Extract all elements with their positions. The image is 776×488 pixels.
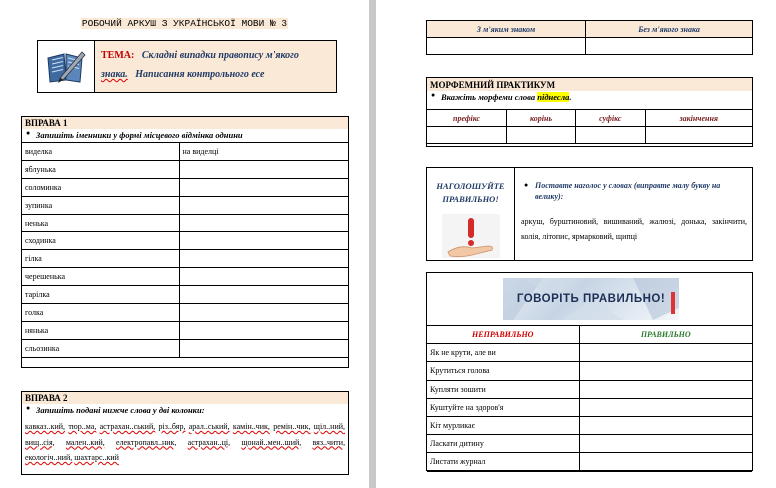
morph-word: піднесла	[537, 92, 570, 102]
word-item: тюр..ма,	[68, 422, 97, 431]
table-row	[427, 398, 752, 416]
answer-cell[interactable]	[179, 268, 348, 286]
word-item: різ..бяр,	[158, 422, 186, 431]
wrong-phrase: Куштуйте на здоров'я	[427, 398, 579, 416]
correct-answer-cell[interactable]	[579, 435, 752, 453]
theme-text	[95, 41, 336, 92]
word-item: шахтарс..кий	[74, 453, 119, 462]
morph-answer-ending[interactable]	[645, 127, 752, 144]
word-item: камін..чик,	[232, 422, 270, 431]
answer-cell-with[interactable]	[427, 38, 586, 55]
table-row	[427, 435, 752, 453]
morph-task	[427, 91, 752, 104]
word-item: астрахан..ці,	[187, 437, 231, 447]
noun-cell: сходинка	[22, 232, 179, 250]
wrong-phrase: Ласкати дитину	[427, 435, 579, 453]
noun-cell: сльозинка	[22, 339, 179, 357]
exercise-2	[21, 391, 349, 475]
answer-cell[interactable]	[179, 214, 348, 232]
notebook-pen-icon	[38, 41, 95, 92]
morph-col-suffix: суфікс	[576, 110, 645, 127]
theme-title-part1: Складні випадки правопису м'якого	[141, 50, 299, 61]
exercise-2-words	[22, 417, 348, 468]
word-item: вяз..чити,	[312, 437, 346, 447]
noun-cell: тарілка	[22, 286, 179, 304]
word-item: кавказ..кий,	[25, 422, 66, 431]
correct-answer-cell[interactable]	[579, 416, 752, 434]
morph-answer-root[interactable]	[507, 127, 576, 144]
stress-sidebar	[427, 168, 515, 260]
morph-task-text: Вкажіть морфеми слова	[441, 92, 536, 102]
speak-banner-text: ГОВОРІТЬ ПРАВИЛЬНО!	[516, 293, 666, 305]
answer-cell[interactable]	[179, 160, 348, 178]
table-row	[22, 286, 348, 304]
noun-cell: ненька	[22, 214, 179, 232]
word-item: електропавл..ник,	[116, 437, 177, 447]
word-item: вищ..сія,	[25, 437, 55, 447]
theme-title-part3: Написання контрольного есе	[135, 69, 265, 80]
theme-box	[37, 40, 337, 93]
correct-answer-cell[interactable]	[579, 380, 752, 398]
col-right: ПРАВИЛЬНО	[579, 326, 752, 344]
answer-cell[interactable]	[179, 321, 348, 339]
answer-cell[interactable]	[179, 250, 348, 268]
word-item: ремін..чик,	[273, 422, 311, 431]
speak-table	[427, 325, 752, 472]
correct-answer-cell[interactable]	[579, 362, 752, 380]
table-row	[22, 304, 348, 322]
exercise-2-task: ● Запишіть подані нижче слова у дві колонки:	[22, 404, 348, 417]
table-row	[22, 160, 348, 178]
speak-banner	[503, 278, 679, 320]
exercise-1-table	[22, 142, 348, 358]
stress-title: НАГОЛОШУЙТЕ ПРАВИЛЬНО!	[436, 181, 505, 204]
noun-cell: гілка	[22, 250, 179, 268]
wrong-phrase: Як не крути, але ви	[427, 344, 579, 362]
morph-answer-suffix[interactable]	[576, 127, 645, 144]
noun-cell: виделка	[22, 143, 179, 161]
col-wrong: НЕПРАВИЛЬНО	[427, 326, 579, 344]
answer-cell[interactable]	[179, 286, 348, 304]
table-row	[427, 344, 752, 362]
word-item: екологіч..ний,	[25, 453, 73, 462]
table-row	[22, 196, 348, 214]
answer-cell[interactable]: на виделці	[179, 143, 348, 161]
theme-title-part2: знака.	[101, 69, 128, 80]
table-row	[427, 416, 752, 434]
morph-col-root: корінь	[507, 110, 576, 127]
word-item: щонай..мен..ший,	[241, 437, 302, 447]
stress-words: аркуш, бурштиновий, вишиваний, жалюзі, донька, закінчити, колія, літопис, ярмарковий, щипці	[521, 217, 747, 241]
col-without-soft-sign: Без м'якого знака	[586, 21, 753, 38]
noun-cell: соломинка	[22, 178, 179, 196]
correct-answer-cell[interactable]	[579, 453, 752, 471]
morph-answer-prefix[interactable]	[427, 127, 507, 144]
exercise-1-heading: ВПРАВА 1	[22, 117, 348, 129]
word-item: астрахан..ський,	[99, 422, 156, 431]
hand-exclamation-icon	[442, 214, 500, 260]
table-row	[427, 362, 752, 380]
word-item: мален..кий,	[65, 437, 105, 447]
table-row	[22, 268, 348, 286]
table-row	[22, 214, 348, 232]
noun-cell: черешенька	[22, 268, 179, 286]
noun-cell: зупинка	[22, 196, 179, 214]
morph-heading: МОРФЕМНИЙ ПРАКТИКУМ	[427, 78, 752, 91]
morph-task-suffix: .	[569, 92, 572, 102]
morph-col-prefix: префікс	[427, 110, 507, 127]
table-row	[22, 339, 348, 357]
noun-cell: яблунька	[22, 160, 179, 178]
left-page	[0, 0, 369, 488]
table-row	[22, 143, 348, 161]
stress-content	[515, 168, 752, 260]
morph-col-ending: закінчення	[645, 110, 752, 127]
table-row	[22, 250, 348, 268]
sign-columns-table	[426, 20, 753, 55]
answer-cell[interactable]	[179, 232, 348, 250]
right-page	[376, 0, 776, 488]
wrong-phrase: Купляти зошити	[427, 380, 579, 398]
noun-cell: нянька	[22, 321, 179, 339]
table-row	[427, 380, 752, 398]
answer-cell[interactable]	[179, 196, 348, 214]
word-item: щіл..ний,	[313, 422, 346, 431]
col-with-soft-sign: З м'яким знаком	[427, 21, 586, 38]
table-row	[22, 232, 348, 250]
noun-cell: голка	[22, 304, 179, 322]
answer-cell-without[interactable]	[586, 38, 753, 55]
answer-cell[interactable]	[179, 339, 348, 357]
table-row	[22, 178, 348, 196]
answer-cell[interactable]	[179, 178, 348, 196]
theme-label: ТЕМА:	[101, 50, 135, 61]
wrong-phrase: Крутиться голова	[427, 362, 579, 380]
correct-answer-cell[interactable]	[579, 344, 752, 362]
morph-table	[427, 109, 752, 144]
answer-cell[interactable]	[179, 304, 348, 322]
word-item: арал..ський,	[188, 422, 230, 431]
table-row	[427, 453, 752, 471]
exercise-1-task: ● Запишіть іменники у формі місцевого відмінка однини	[22, 129, 348, 142]
exercise-2-heading: ВПРАВА 2	[22, 392, 348, 404]
speak-correctly	[426, 272, 753, 471]
stress-task: ● Поставте наголос у словах (виправте малу букву на велику):	[521, 180, 747, 202]
wrong-phrase: Листати журнал	[427, 453, 579, 471]
document-title: РОБОЧИЙ АРКУШ З УКРАЇНСЬКОЇ МОВИ № 3	[81, 18, 288, 29]
morpheme-practicum	[426, 77, 753, 147]
exercise-1	[21, 116, 349, 368]
correct-answer-cell[interactable]	[579, 398, 752, 416]
wrong-phrase: Кіт мурликає	[427, 416, 579, 434]
stress-exercise	[426, 167, 753, 261]
table-row	[22, 321, 348, 339]
